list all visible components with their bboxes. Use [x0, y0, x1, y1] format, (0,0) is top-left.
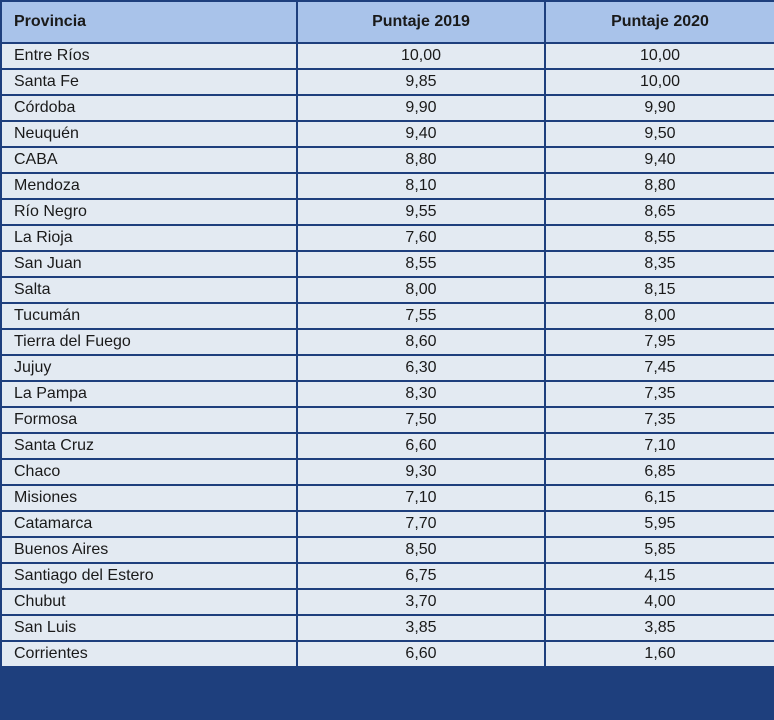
cell-puntaje-2020: 8,65 — [545, 199, 774, 225]
cell-puntaje-2020: 5,95 — [545, 511, 774, 537]
cell-puntaje-2019: 8,80 — [297, 147, 545, 173]
cell-provincia: Chubut — [1, 589, 297, 615]
cell-provincia: Jujuy — [1, 355, 297, 381]
cell-provincia: La Pampa — [1, 381, 297, 407]
table-row — [1, 615, 774, 641]
cell-puntaje-2019: 6,30 — [297, 355, 545, 381]
cell-puntaje-2020: 9,50 — [545, 121, 774, 147]
cell-puntaje-2020: 7,95 — [545, 329, 774, 355]
cell-puntaje-2019: 7,55 — [297, 303, 545, 329]
cell-puntaje-2020: 1,60 — [545, 641, 774, 667]
cell-provincia: Santiago del Estero — [1, 563, 297, 589]
cell-provincia: Córdoba — [1, 95, 297, 121]
cell-puntaje-2019: 8,50 — [297, 537, 545, 563]
cell-puntaje-2019: 3,85 — [297, 615, 545, 641]
cell-puntaje-2020: 4,00 — [545, 589, 774, 615]
cell-puntaje-2020: 5,85 — [545, 537, 774, 563]
table-row — [1, 485, 774, 511]
cell-puntaje-2019: 9,90 — [297, 95, 545, 121]
cell-puntaje-2019: 6,60 — [297, 641, 545, 667]
cell-provincia: San Luis — [1, 615, 297, 641]
table-row — [1, 95, 774, 121]
table-header-row — [1, 1, 774, 43]
cell-provincia: CABA — [1, 147, 297, 173]
cell-puntaje-2019: 8,30 — [297, 381, 545, 407]
cell-puntaje-2019: 7,60 — [297, 225, 545, 251]
cell-puntaje-2020: 8,80 — [545, 173, 774, 199]
table-body — [1, 43, 774, 667]
table-row — [1, 277, 774, 303]
table-row — [1, 355, 774, 381]
table-row — [1, 641, 774, 667]
cell-puntaje-2020: 7,10 — [545, 433, 774, 459]
cell-provincia: Buenos Aires — [1, 537, 297, 563]
cell-provincia: Misiones — [1, 485, 297, 511]
cell-provincia: Catamarca — [1, 511, 297, 537]
table-row — [1, 433, 774, 459]
cell-puntaje-2020: 10,00 — [545, 69, 774, 95]
cell-puntaje-2019: 7,50 — [297, 407, 545, 433]
cell-provincia: Mendoza — [1, 173, 297, 199]
cell-provincia: Río Negro — [1, 199, 297, 225]
header-puntaje-2019: Puntaje 2019 — [297, 1, 545, 43]
header-puntaje-2020: Puntaje 2020 — [545, 1, 774, 43]
cell-puntaje-2020: 8,15 — [545, 277, 774, 303]
cell-puntaje-2019: 6,60 — [297, 433, 545, 459]
cell-puntaje-2019: 8,55 — [297, 251, 545, 277]
table-row — [1, 563, 774, 589]
cell-provincia: Tucumán — [1, 303, 297, 329]
table-row — [1, 43, 774, 69]
table-row — [1, 329, 774, 355]
table-row — [1, 303, 774, 329]
cell-provincia: Santa Fe — [1, 69, 297, 95]
cell-puntaje-2019: 8,00 — [297, 277, 545, 303]
cell-provincia: La Rioja — [1, 225, 297, 251]
cell-puntaje-2019: 9,55 — [297, 199, 545, 225]
table-row — [1, 537, 774, 563]
table-row — [1, 225, 774, 251]
cell-provincia: Chaco — [1, 459, 297, 485]
cell-puntaje-2020: 4,15 — [545, 563, 774, 589]
cell-puntaje-2020: 9,40 — [545, 147, 774, 173]
cell-puntaje-2020: 10,00 — [545, 43, 774, 69]
cell-puntaje-2020: 6,15 — [545, 485, 774, 511]
header-provincia: Provincia — [1, 1, 297, 43]
cell-puntaje-2020: 8,00 — [545, 303, 774, 329]
cell-provincia: Entre Ríos — [1, 43, 297, 69]
table-row — [1, 173, 774, 199]
table-row — [1, 251, 774, 277]
cell-puntaje-2020: 8,55 — [545, 225, 774, 251]
cell-puntaje-2020: 3,85 — [545, 615, 774, 641]
cell-puntaje-2019: 8,10 — [297, 173, 545, 199]
cell-puntaje-2019: 10,00 — [297, 43, 545, 69]
cell-puntaje-2020: 6,85 — [545, 459, 774, 485]
cell-provincia: Corrientes — [1, 641, 297, 667]
table-row — [1, 147, 774, 173]
cell-puntaje-2019: 9,40 — [297, 121, 545, 147]
cell-puntaje-2019: 6,75 — [297, 563, 545, 589]
cell-puntaje-2019: 7,10 — [297, 485, 545, 511]
cell-provincia: Salta — [1, 277, 297, 303]
cell-provincia: Formosa — [1, 407, 297, 433]
cell-provincia: San Juan — [1, 251, 297, 277]
table-row — [1, 121, 774, 147]
cell-puntaje-2020: 7,35 — [545, 407, 774, 433]
table-row — [1, 69, 774, 95]
table-row — [1, 511, 774, 537]
cell-puntaje-2019: 9,30 — [297, 459, 545, 485]
cell-provincia: Santa Cruz — [1, 433, 297, 459]
cell-puntaje-2020: 7,45 — [545, 355, 774, 381]
table-row — [1, 199, 774, 225]
cell-puntaje-2019: 3,70 — [297, 589, 545, 615]
cell-puntaje-2020: 8,35 — [545, 251, 774, 277]
cell-puntaje-2020: 7,35 — [545, 381, 774, 407]
cell-provincia: Tierra del Fuego — [1, 329, 297, 355]
cell-puntaje-2019: 9,85 — [297, 69, 545, 95]
table-row — [1, 459, 774, 485]
cell-puntaje-2019: 7,70 — [297, 511, 545, 537]
table-row — [1, 381, 774, 407]
cell-provincia: Neuquén — [1, 121, 297, 147]
cell-puntaje-2019: 8,60 — [297, 329, 545, 355]
cell-puntaje-2020: 9,90 — [545, 95, 774, 121]
table-row — [1, 407, 774, 433]
table-row — [1, 589, 774, 615]
